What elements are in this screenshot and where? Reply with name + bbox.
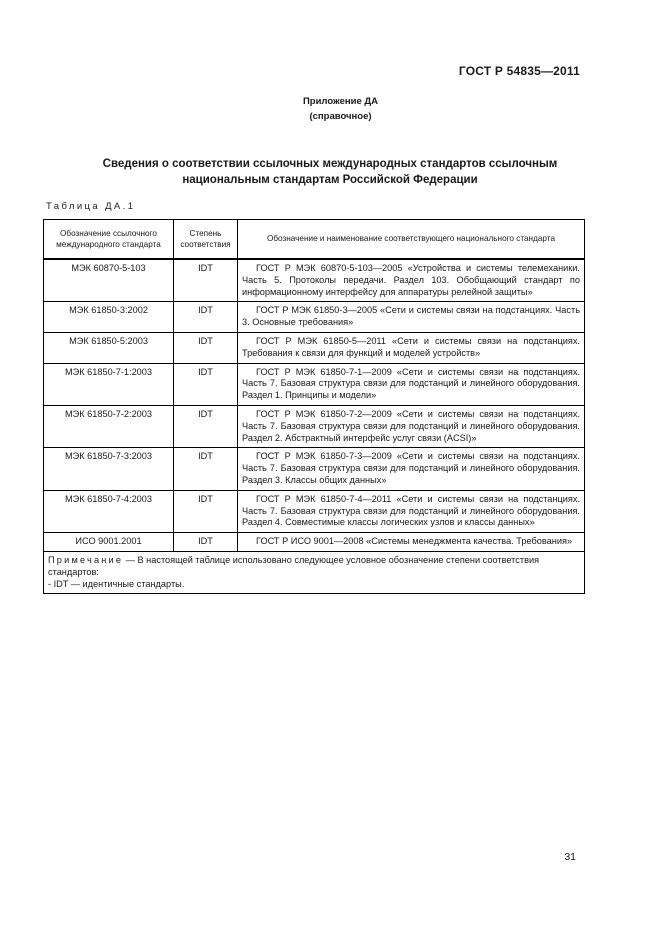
- international-standard-cell: ИСО 9001.2001: [44, 533, 174, 552]
- national-standard-cell: ГОСТ Р МЭК 61850-7-4—2011 «Сети и системы связи на подстанциях. Часть 7. Базовая структура связи для подстанций и линейного оборудования. Раздел 4. Совместимые классы логических узлов и классы данных»: [238, 490, 585, 532]
- table-row: [44, 490, 585, 532]
- standards-correspondence-table: [43, 219, 585, 594]
- section-title: [60, 156, 600, 188]
- document-id: ГОСТ Р 54835—2011: [458, 64, 580, 78]
- annex-heading: [10, 94, 661, 124]
- table-row: [44, 332, 585, 363]
- note-text: — В настоящей таблице использовано следующее условное обозначение степени соответствия стандартов:: [48, 554, 540, 577]
- column-header-international-standard: Обозначение ссылочного международного стандарта: [44, 220, 174, 260]
- table-row: [44, 363, 585, 405]
- column-header-degree: Степень соответствия: [174, 220, 238, 260]
- table-caption: Таблица ДА.1: [46, 201, 136, 212]
- international-standard-cell: МЭК 60870-5-103: [44, 259, 174, 302]
- annex-title: Приложение ДА: [302, 96, 379, 107]
- degree-cell: IDT: [174, 490, 238, 532]
- table-row: [44, 302, 585, 333]
- international-standard-cell: МЭК 61850-3:2002: [44, 302, 174, 333]
- degree-cell: IDT: [174, 405, 238, 447]
- degree-cell: IDT: [174, 302, 238, 333]
- degree-cell: IDT: [174, 332, 238, 363]
- international-standard-cell: МЭК 61850-7-2:2003: [44, 405, 174, 447]
- note-item: - IDT — идентичные стандарты.: [48, 578, 185, 589]
- table-row: [44, 259, 585, 302]
- column-header-national-standard: Обозначение и наименование соответствующего национального стандарта: [238, 220, 585, 260]
- national-standard-cell: ГОСТ Р МЭК 61850-3—2005 «Сети и системы связи на подстанциях. Часть 3. Основные требования»: [238, 302, 585, 333]
- degree-cell: IDT: [174, 448, 238, 490]
- national-standard-cell: ГОСТ Р МЭК 61850-7-2—2009 «Сети и системы связи на подстанциях. Часть 7. Базовая структура связи для подстанций и линейного оборудования. Раздел 2. Абстрактный интерфейс услуг связи (ACSI)»: [238, 405, 585, 447]
- section-title-line-1: Сведения о соответствии ссылочных международных стандартов ссылочным: [102, 158, 558, 170]
- national-standard-cell: ГОСТ Р МЭК 61850-7-3—2009 «Сети и системы связи на подстанциях. Часть 7. Базовая структура связи для подстанций и линейного оборудования. Раздел 3. Классы общих данных»: [238, 448, 585, 490]
- degree-cell: IDT: [174, 533, 238, 552]
- table-row: [44, 533, 585, 552]
- annex-subtitle: (справочное): [309, 111, 372, 122]
- table-header-row: [44, 220, 585, 260]
- table-row: [44, 405, 585, 447]
- degree-cell: IDT: [174, 259, 238, 302]
- section-title-line-2: национальным стандартам Российской Федерации: [182, 174, 478, 186]
- table-row: [44, 448, 585, 490]
- international-standard-cell: МЭК 61850-5:2003: [44, 332, 174, 363]
- international-standard-cell: МЭК 61850-7-1:2003: [44, 363, 174, 405]
- national-standard-cell: ГОСТ Р МЭК 61850-5—2011 «Сети и системы связи на подстанциях. Требования к связи для функций и моделей устройств»: [238, 332, 585, 363]
- national-standard-cell: ГОСТ Р ИСО 9001—2008 «Системы менеджмента качества. Требования»: [238, 533, 585, 552]
- degree-cell: IDT: [174, 363, 238, 405]
- table-note-row: [44, 551, 585, 593]
- international-standard-cell: МЭК 61850-7-3:2003: [44, 448, 174, 490]
- national-standard-cell: ГОСТ Р МЭК 60870-5-103—2005 «Устройства и системы телемеханики. Часть 5. Протоколы передачи. Раздел 103. Обобщающий стандарт по информационному интерфейсу для аппаратуры релейной защиты»: [238, 259, 585, 302]
- note-label: Примечание: [48, 554, 124, 565]
- national-standard-cell: ГОСТ Р МЭК 61850-7-1—2009 «Сети и системы связи на подстанциях. Часть 7. Базовая структура связи для подстанций и линейного оборудования. Раздел 1. Принципы и модели»: [238, 363, 585, 405]
- page-number: 31: [564, 851, 576, 863]
- table-note: [44, 551, 585, 593]
- international-standard-cell: МЭК 61850-7-4:2003: [44, 490, 174, 532]
